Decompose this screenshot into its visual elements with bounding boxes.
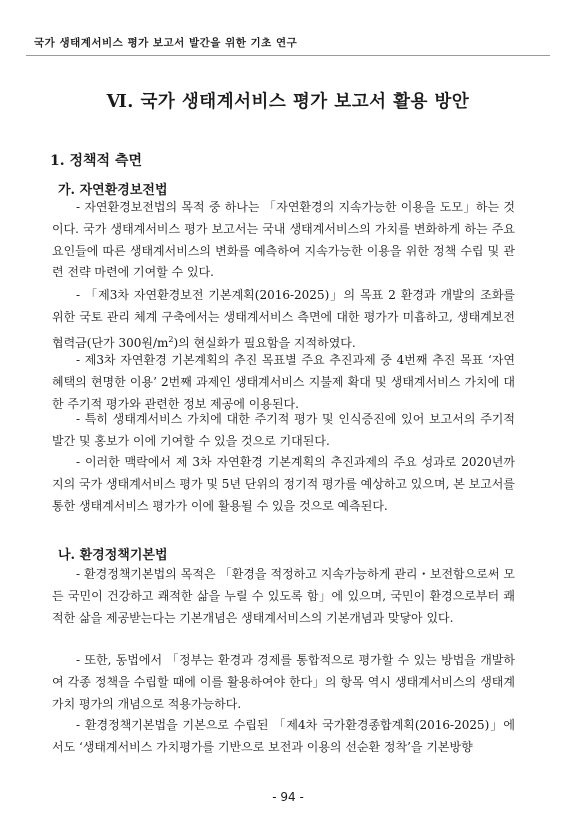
paragraph-text: )의 현실화가 필요함을 지적하였다. <box>173 335 356 350</box>
subsection-heading-nature-act: 가. 자연환경보전법 <box>58 183 168 198</box>
paragraph: - 이러한 맥락에서 제 3차 자연환경 기본계획의 추진과제의 주요 성과로 2020년까지의 국가 생태계서비스 평가 및 5년 단위의 정기적 평가를 예상하고 있으며, 본 보고서를 통한 생태계서비스 평가가 이에 활용될 수 있을 것으로 예측된다. <box>52 455 515 513</box>
chapter-title: Ⅵ. 국가 생태계서비스 평가 보고서 활용 방안 <box>106 92 470 112</box>
paragraph: - 자연환경보전법의 목적 중 하나는 「자연환경의 지속가능한 이용을 도모」하는 것이다. 국가 생태계서비스 평가 보고서는 국내 생태계서비스의 가치를 변화하게 하는 주요 요인들에 따른 생태계서비스의 변화를 예측하여 지속가능한 이용을 위한 정책 수립 및 관련 전략 마련에 기여할 수 있다. <box>52 200 515 280</box>
paragraph: - 제3차 자연환경 기본계획의 추진 목표별 주요 추진과제 중 4번째 추진 목표 ‘자연혜택의 현명한 이용’ 2번째 과제인 생태계서비스 지불제 확대 및 생태계서비스 가치에 대한 주기적 평가와 관련한 정보 제공에 이용된다. <box>52 353 515 411</box>
paragraph: - 또한, 동법에서 「정부는 환경과 경제를 통합적으로 평가할 수 있는 방법을 개발하여 각종 정책을 수립할 때에 이를 활용하여야 한다」의 항목 역시 생태계서비스의 생태계 가치 평가의 개념으로 적용가능하다. <box>52 653 515 711</box>
paragraph: - 환경정책기본법의 목적은 「환경을 적정하고 지속가능하게 관리・보전함으로써 모든 국민이 건강하고 쾌적한 삶을 누릴 수 있도록 함」에 있으며, 국민이 환경으로부터 쾌적한 삶을 제공받는다는 기본개념은 생태계서비스의 기본개념과 맞닿아 있다. <box>52 567 515 625</box>
page-number: - 94 - <box>272 790 304 804</box>
subsection-heading-env-policy-act: 나. 환경정책기본법 <box>58 548 168 563</box>
paragraph: - 환경정책기본법을 기본으로 수립된 「제4차 국가환경종합계획(2016-2025)」에서도 ‘생태계서비스 가치평가를 기반으로 보전과 이용의 선순환 정착’을 기본방향 <box>52 718 515 754</box>
paragraph: - 특히 생태계서비스 가치에 대한 주기적 평가 및 인식증진에 있어 보고서의 주기적 발간 및 홍보가 이에 기여할 수 있을 것으로 기대된다. <box>52 412 515 448</box>
superscript: 2 <box>168 334 174 344</box>
paragraph <box>52 285 515 354</box>
paragraph-text: - 「제3차 자연환경보전 기본계획(2016-2025)」의 목표 2 환경과 개발의 조화를 위한 국토 관리 체계 구축에서는 생태계서비스 측면에 대한 평가가 미흡하고, 생태계보전협력금(단가 300원/m <box>52 288 515 350</box>
running-header: 국가 생태계서비스 평가 보고서 발간을 위한 기초 연구 <box>34 37 298 49</box>
header-divider <box>26 55 550 56</box>
section-heading: 1. 정책적 측면 <box>50 153 142 169</box>
